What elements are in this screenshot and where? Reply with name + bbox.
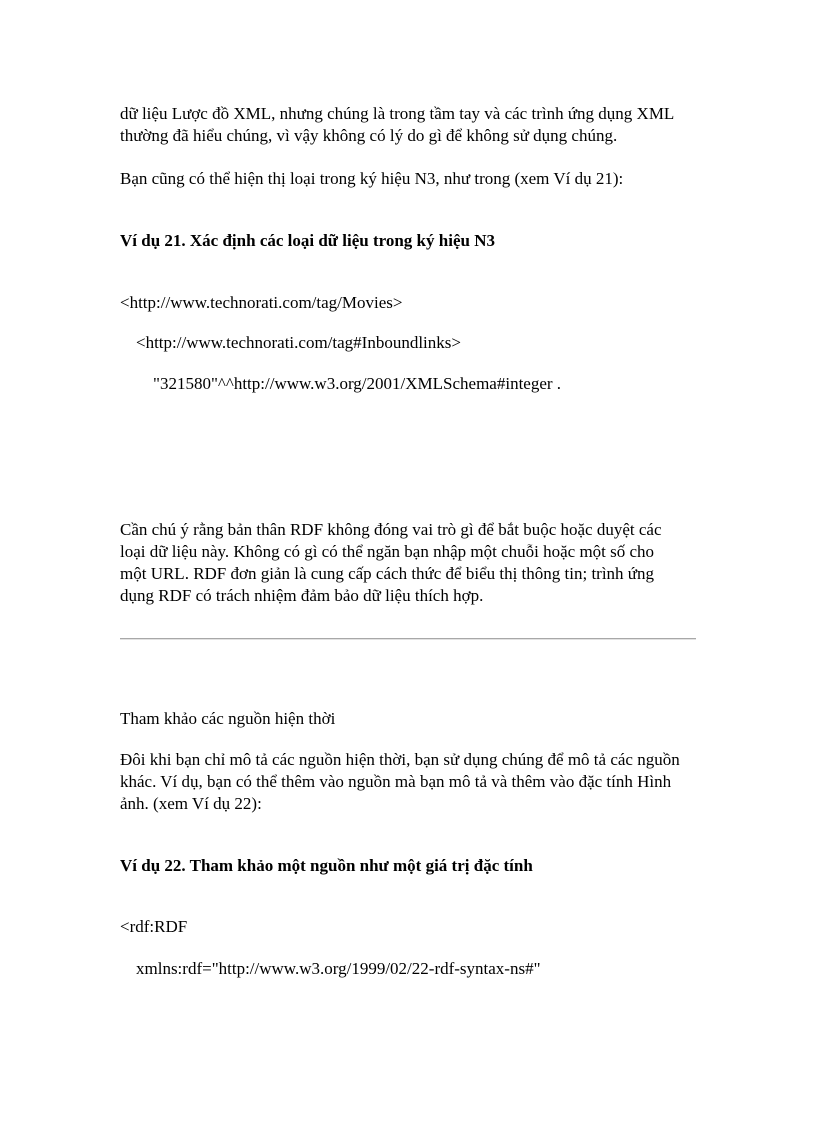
section-paragraph bbox=[120, 749, 700, 815]
example-22-heading: Ví dụ 22. Tham khảo một nguồn như một giá trị đặc tính bbox=[120, 856, 533, 875]
code-21-line: <http://www.technorati.com/tag/Movies> bbox=[120, 293, 403, 312]
note-line: loại dữ liệu này. Không có gì có thể ngăn bạn nhập một chuỗi hoặc một số cho bbox=[120, 542, 655, 561]
section-line: khác. Ví dụ, bạn có thể thêm vào nguồn mà bạn mô tả và thêm vào đặc tính Hình bbox=[120, 772, 672, 791]
code-22-line: xmlns:rdf="http://www.w3.org/1999/02/22-rdf-syntax-ns#" bbox=[136, 959, 541, 978]
intro-line: thường đã hiểu chúng, vì vậy không có lý do gì để không sử dụng chúng. bbox=[120, 126, 618, 145]
code-21-line: "321580"^^http://www.w3.org/2001/XMLSchema#integer . bbox=[153, 374, 562, 393]
section-title: Tham khảo các nguồn hiện thời bbox=[120, 709, 336, 728]
note-line: một URL. RDF đơn giản là cung cấp cách thức để biểu thị thông tin; trình ứng bbox=[120, 564, 655, 583]
example-21-heading: Ví dụ 21. Xác định các loại dữ liệu trong ký hiệu N3 bbox=[120, 231, 495, 250]
code-21-line: <http://www.technorati.com/tag#Inboundlinks> bbox=[136, 333, 461, 352]
section-line: Đôi khi bạn chỉ mô tả các nguồn hiện thời, bạn sử dụng chúng để mô tả các nguồn bbox=[120, 750, 680, 769]
intro-paragraph bbox=[120, 103, 700, 147]
note-line: Cần chú ý rằng bản thân RDF không đóng vai trò gì để bắt buộc hoặc duyệt các bbox=[120, 520, 662, 539]
intro-line: dữ liệu Lược đồ XML, nhưng chúng là trong tầm tay và các trình ứng dụng XML bbox=[120, 104, 675, 123]
note-line: dụng RDF có trách nhiệm đảm bảo dữ liệu thích hợp. bbox=[120, 586, 484, 605]
horizontal-divider bbox=[120, 638, 696, 640]
section-line: ảnh. (xem Ví dụ 22): bbox=[120, 794, 262, 813]
n3-intro-paragraph: Bạn cũng có thể hiện thị loại trong ký hiệu N3, như trong (xem Ví dụ 21): bbox=[120, 169, 624, 188]
code-22-line: <rdf:RDF bbox=[120, 917, 188, 936]
note-paragraph bbox=[120, 519, 700, 607]
